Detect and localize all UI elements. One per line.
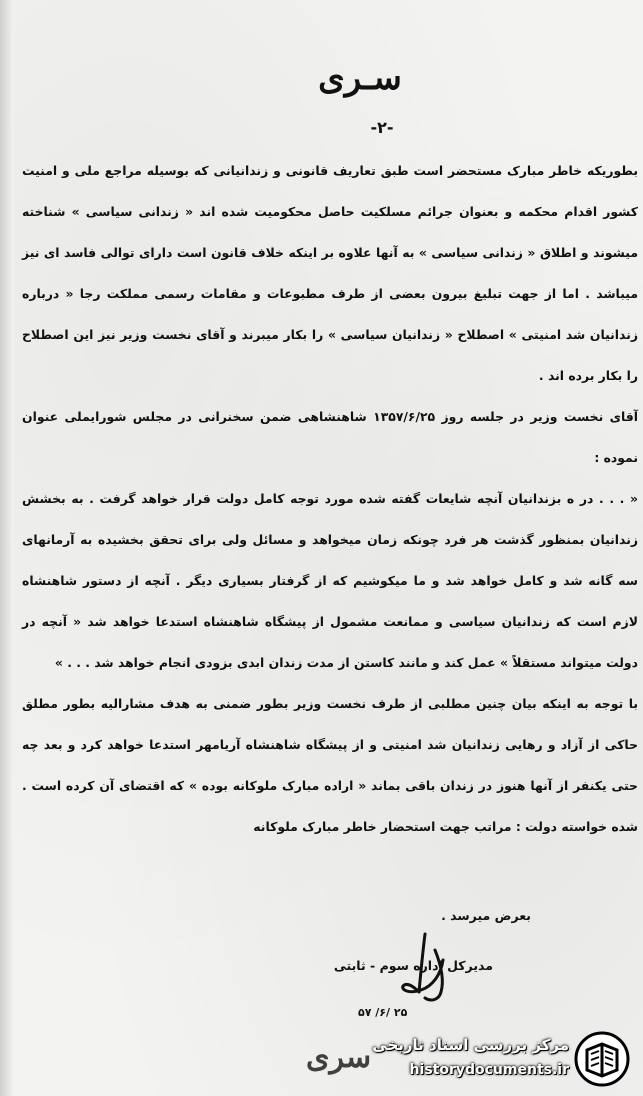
closing-formula: بعرض میرسد . [441,908,531,923]
paragraph-intro: بطوریکه خاطر مبارک مستحضر است طبق تعاریف قانونی و زندانیانی که بوسیله مراجع ملی و امنیت کشور اقدام محکمه و بعنوان جرائم مسلکیت حاصل محکومیت شده اند « زندانی سیاسی » شناخته میشوند و اطلاق « زندانی سیاسی » به آنها علاوه بر اینکه خلاف قانون است دارای توالی فاسد ای نیز میباشد . اما از جهت تبلیغ بیرون بعضی از طرف مطبوعات و مقامات رسمی مملکت رجا « درباره زندانیان شد امنیتی » اصطلاح « زندانیان سیاسی » را بکار میبرند و آقای نخست وزیر نیز این اصطلاح را بکار برده اند . [22,163,638,383]
book-shield-logo-icon [573,1030,631,1088]
scan-edge-shadow [0,0,14,1096]
archive-watermark [353,1028,635,1090]
paragraph-date-line: آقای نخست وزیر در جلسه روز ۱۳۵۷/۶/۲۵ شاهنشاهی ضمن سخنرانی در مجلس شورایملی عنوان نموده : [22,409,638,465]
signature-date: ۲۵ /۶/ ۵۷ [358,1006,408,1019]
watermark-url: historydocuments.ir [409,1062,569,1078]
paragraph-quote: « . . . در ه بزندانیان آنچه شایعات گفته شده مورد توجه کامل دولت قرار خواهد گرفت . به بخشش زندانیان بمنظور گذشت هر فرد چونکه زمان میخواهد و مسائل ولی برای تحقق بخشیده به آرمانهای سه گانه شد و کامل خواهد شد و ما میکوشیم که از گرفتار بسیاری دیگر . آنچه از دستور شاهنشاه لازم است که زندانیان سیاسی و ممانعت مشمول از پیشگاه شاهنشاه استدعا خواهد شد « آنچه در دولت میتواند مستقلاً » عمل کند و مانند کاستن از مدت زندان ابدی بزودی انجام خواهد شد . . . » [22,491,638,670]
watermark-org-name: مرکز بررسی اسناد تاریخی [372,1036,569,1054]
paragraph-conclusion: با توجه به اینکه بیان چنین مطلبی از طرف نخست وزیر بطور ضمنی به هدف مشارالیه بطور مطلق حاکی از آزاد و رهایی زندانیان شد امنیتی و از پیشگاه شاهنشاه آریامهر استدعا خواهد کرد و بعد چه حتی یکنفر از آنها هنوز در زندان باقی بماند « اراده مبارک ملوکانه بوده » که اقتضای آن کرده است . شده خواسته دولت : مراتب جهت استحضار خاطر مبارک ملوکانه [22,696,638,834]
footer-stamp: سری [306,1040,372,1075]
letter-body [22,150,638,847]
classification-header: سـری [318,58,402,98]
signatory-line: مدیرکل اداره سوم - ثابتی [333,958,493,973]
page-number: -۲- [370,118,394,137]
